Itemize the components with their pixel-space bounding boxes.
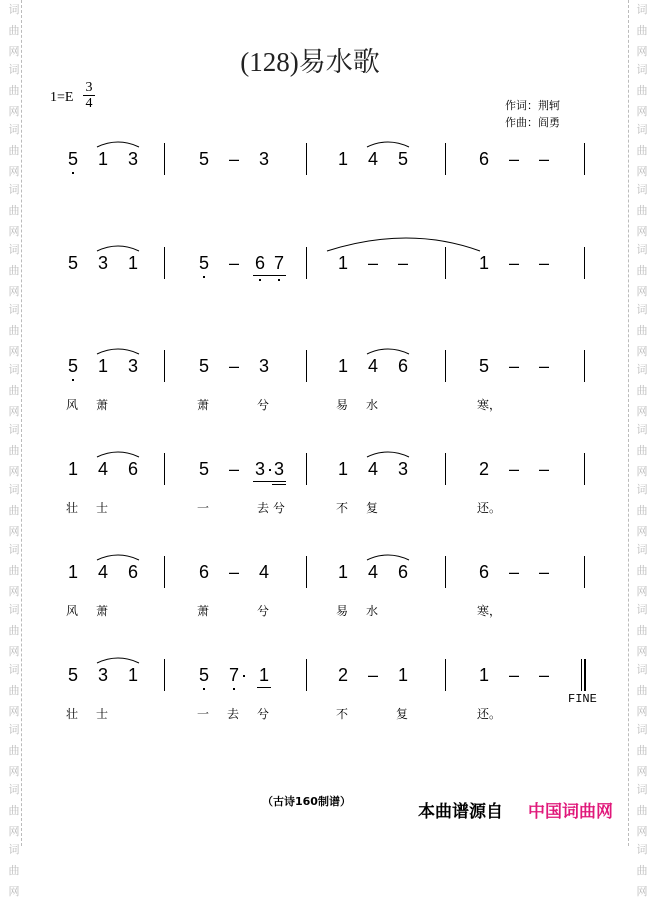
dash-extension: –	[538, 149, 549, 169]
note: 3	[273, 459, 284, 479]
watermark-char: 词	[8, 423, 20, 436]
lyric: 风	[66, 398, 79, 412]
watermark-char: 网	[636, 525, 648, 538]
watermark-char: 网	[636, 825, 648, 838]
note: 1	[127, 665, 138, 685]
watermark-char: 网	[636, 465, 648, 478]
lyric: 水	[366, 604, 379, 618]
time-signature-bottom: 4	[83, 95, 95, 111]
watermark-char: 词	[8, 363, 20, 376]
note: 3	[97, 665, 108, 685]
note: 4	[367, 356, 378, 376]
note: 5	[198, 149, 209, 169]
watermark-char: 网	[636, 705, 648, 718]
note: 5	[198, 253, 209, 273]
watermark-char: 网	[8, 225, 20, 238]
watermark-char: 词	[8, 63, 20, 76]
slur	[367, 349, 409, 354]
watermark-char: 曲	[636, 84, 648, 97]
watermark-char: 曲	[636, 324, 648, 337]
watermark-char: 词	[636, 543, 648, 556]
note: 5	[67, 356, 78, 376]
note: 3	[258, 356, 269, 376]
dash-extension: –	[508, 356, 519, 376]
watermark-char: 词	[8, 123, 20, 136]
note: 5	[198, 356, 209, 376]
dash-extension: –	[508, 459, 519, 479]
dash-extension: –	[367, 253, 378, 273]
slur	[97, 658, 139, 663]
lyric: 还。	[477, 707, 502, 721]
watermark-char: 曲	[8, 324, 20, 337]
watermark-char: 网	[636, 45, 648, 58]
watermark-char: 曲	[636, 504, 648, 517]
slur	[367, 142, 409, 147]
watermark-char: 网	[636, 165, 648, 178]
slur	[97, 349, 139, 354]
watermark-char: 曲	[8, 144, 20, 157]
watermark-char: 词	[8, 543, 20, 556]
note: 1	[97, 356, 108, 376]
watermark-char: 曲	[636, 444, 648, 457]
slur	[97, 142, 139, 147]
dash-extension: –	[538, 562, 549, 582]
watermark-char: 词	[636, 63, 648, 76]
note: 1	[337, 253, 348, 273]
note: 4	[367, 459, 378, 479]
slur	[97, 555, 139, 560]
note: 1	[67, 459, 78, 479]
watermark-char: 网	[8, 585, 20, 598]
lyric: 易	[336, 398, 349, 412]
lyric: 易	[336, 604, 349, 618]
dash-extension: –	[228, 356, 239, 376]
watermark-char: 词	[8, 3, 20, 16]
note: 4	[367, 149, 378, 169]
watermark-char: 词	[8, 843, 20, 856]
note: 6	[397, 562, 408, 582]
lyric: 萧	[197, 604, 210, 618]
composer-credit: 作曲：阎勇	[505, 116, 560, 129]
lyric: 寒，	[477, 604, 502, 618]
watermark-char: 词	[636, 363, 648, 376]
note: 3	[397, 459, 408, 479]
lyric: 寒，	[477, 398, 502, 412]
slur	[367, 452, 409, 457]
dash-extension: –	[367, 665, 378, 685]
watermark-char: 网	[8, 165, 20, 178]
note: 4	[258, 562, 269, 582]
watermark-char: 网	[8, 345, 20, 358]
note: 5	[198, 665, 209, 685]
lyric: 一	[197, 707, 210, 721]
note: 6	[478, 149, 489, 169]
dash-extension: –	[228, 253, 239, 273]
watermark-char: 词	[636, 303, 648, 316]
note: 4	[367, 562, 378, 582]
watermark-char: 曲	[636, 144, 648, 157]
watermark-char: 词	[636, 243, 648, 256]
watermark-char: 曲	[8, 204, 20, 217]
slur	[367, 555, 409, 560]
watermark-char: 曲	[636, 384, 648, 397]
song-title: (128)易水歌	[240, 47, 380, 77]
note: 4	[97, 562, 108, 582]
note: 7	[228, 665, 239, 685]
watermark-char: 网	[8, 705, 20, 718]
note: 7	[273, 253, 284, 273]
note: 3	[254, 459, 265, 479]
note: 5	[198, 459, 209, 479]
note: 5	[67, 253, 78, 273]
watermark-char: 网	[8, 105, 20, 118]
note: 1	[337, 562, 348, 582]
dash-extension: –	[228, 149, 239, 169]
note: 1	[478, 665, 489, 685]
watermark-char: 曲	[636, 684, 648, 697]
note: 6	[254, 253, 265, 273]
watermark-char: 词	[8, 183, 20, 196]
note: 4	[97, 459, 108, 479]
watermark-char: 网	[636, 585, 648, 598]
watermark-char: 网	[8, 645, 20, 658]
watermark-char: 网	[8, 465, 20, 478]
slur	[97, 246, 139, 251]
watermark-char: 网	[8, 825, 20, 838]
lyric: 去	[227, 707, 240, 721]
note: 3	[258, 149, 269, 169]
watermark-char: 词	[636, 783, 648, 796]
note: 1	[337, 459, 348, 479]
lyric: 兮	[257, 707, 270, 721]
watermark-char: 网	[636, 765, 648, 778]
watermark-char: 曲	[636, 804, 648, 817]
dash-extension: –	[538, 459, 549, 479]
time-signature-top: 3	[85, 80, 93, 95]
lyric: 壮	[66, 707, 79, 721]
watermark-char: 网	[636, 105, 648, 118]
note: 6	[127, 562, 138, 582]
watermark-char: 词	[636, 603, 648, 616]
dash-extension: –	[228, 459, 239, 479]
dash-extension: –	[538, 665, 549, 685]
watermark-char: 词	[636, 423, 648, 436]
watermark-char: 网	[8, 405, 20, 418]
watermark-char: 词	[8, 483, 20, 496]
dash-extension: –	[228, 562, 239, 582]
watermark-char: 网	[8, 45, 20, 58]
lyric: 复	[396, 707, 409, 721]
note: 1	[397, 665, 408, 685]
note: 3	[127, 356, 138, 376]
watermark-char: 词	[8, 603, 20, 616]
dash-extension: –	[538, 253, 549, 273]
note: 1	[258, 665, 269, 685]
watermark-char: 曲	[636, 24, 648, 37]
note: 1	[337, 356, 348, 376]
watermark-char: 网	[636, 645, 648, 658]
slur	[327, 238, 480, 251]
lyric: 壮	[66, 501, 79, 515]
watermark-char: 曲	[8, 564, 20, 577]
watermark-char: 曲	[636, 204, 648, 217]
lyric: 兮	[257, 398, 270, 412]
note: 5	[67, 149, 78, 169]
watermark-char: 网	[8, 885, 20, 898]
dash-extension: –	[538, 356, 549, 376]
watermark-char: 词	[8, 303, 20, 316]
watermark-char: 曲	[636, 744, 648, 757]
note: 2	[478, 459, 489, 479]
watermark-char: 词	[636, 123, 648, 136]
note: 5	[478, 356, 489, 376]
lyric: 兮	[257, 604, 270, 618]
lyric: 水	[366, 398, 379, 412]
watermark-char: 词	[8, 663, 20, 676]
watermark-char: 网	[636, 405, 648, 418]
watermark-char: 词	[636, 183, 648, 196]
dash-extension: –	[508, 149, 519, 169]
dash-extension: –	[508, 253, 519, 273]
source-label: 本曲谱源自	[418, 802, 503, 822]
note: 3	[97, 253, 108, 273]
watermark-char: 曲	[636, 864, 648, 877]
lyric: 萧	[96, 398, 109, 412]
watermark-char: 曲	[8, 624, 20, 637]
lyric: 一	[197, 501, 210, 515]
dash-extension: –	[397, 253, 408, 273]
note: 1	[97, 149, 108, 169]
watermark-char: 网	[8, 525, 20, 538]
note: 1	[127, 253, 138, 273]
slur	[97, 452, 139, 457]
watermark-char: 网	[8, 765, 20, 778]
lyric: 风	[66, 604, 79, 618]
watermark-char: 网	[8, 285, 20, 298]
lyricist-credit: 作词：荆轲	[505, 99, 560, 112]
watermark-char: 词	[636, 3, 648, 16]
watermark-char: 曲	[8, 444, 20, 457]
watermark-char: 网	[636, 885, 648, 898]
watermark-char: 网	[636, 285, 648, 298]
watermark-char: 曲	[8, 744, 20, 757]
lyric: 士	[96, 707, 109, 721]
lyric: 不	[336, 707, 349, 721]
fine-label: FINE	[568, 692, 597, 706]
lyric: 去 兮	[257, 501, 285, 515]
watermark-char: 曲	[636, 564, 648, 577]
watermark-char: 曲	[636, 624, 648, 637]
watermark-char: 词	[8, 783, 20, 796]
note: 2	[337, 665, 348, 685]
watermark-char: 曲	[8, 384, 20, 397]
watermark-char: 词	[8, 243, 20, 256]
watermark-char: 词	[636, 843, 648, 856]
lyric: 还。	[477, 501, 502, 515]
dash-extension: –	[508, 665, 519, 685]
watermark-char: 曲	[8, 264, 20, 277]
dash-extension: –	[508, 562, 519, 582]
watermark-char: 词	[636, 483, 648, 496]
note: 6	[127, 459, 138, 479]
footer-note: （古诗160制谱）	[262, 795, 351, 808]
watermark-char: 网	[636, 345, 648, 358]
note: 3	[127, 149, 138, 169]
lyric: 不	[336, 501, 349, 515]
watermark-char: 曲	[8, 684, 20, 697]
watermark-char: 词	[8, 723, 20, 736]
watermark-char: 曲	[8, 864, 20, 877]
key-signature: 1=E	[50, 90, 74, 105]
lyric: 萧	[197, 398, 210, 412]
lyric: 复	[366, 501, 379, 515]
watermark-char: 词	[636, 663, 648, 676]
note: 6	[478, 562, 489, 582]
watermark-char: 曲	[636, 264, 648, 277]
watermark-char: 曲	[8, 504, 20, 517]
note: 1	[67, 562, 78, 582]
watermark-char: 曲	[8, 804, 20, 817]
watermark-char: 曲	[8, 84, 20, 97]
lyric: 士	[96, 501, 109, 515]
note: 1	[478, 253, 489, 273]
note: 1	[337, 149, 348, 169]
watermark-char: 网	[636, 225, 648, 238]
brand-link[interactable]: 中国词曲网	[528, 802, 613, 822]
watermark-char: 词	[636, 723, 648, 736]
note: 6	[198, 562, 209, 582]
watermark-char: 曲	[8, 24, 20, 37]
lyric: 萧	[96, 604, 109, 618]
note: 5	[67, 665, 78, 685]
note: 6	[397, 356, 408, 376]
note: 5	[397, 149, 408, 169]
